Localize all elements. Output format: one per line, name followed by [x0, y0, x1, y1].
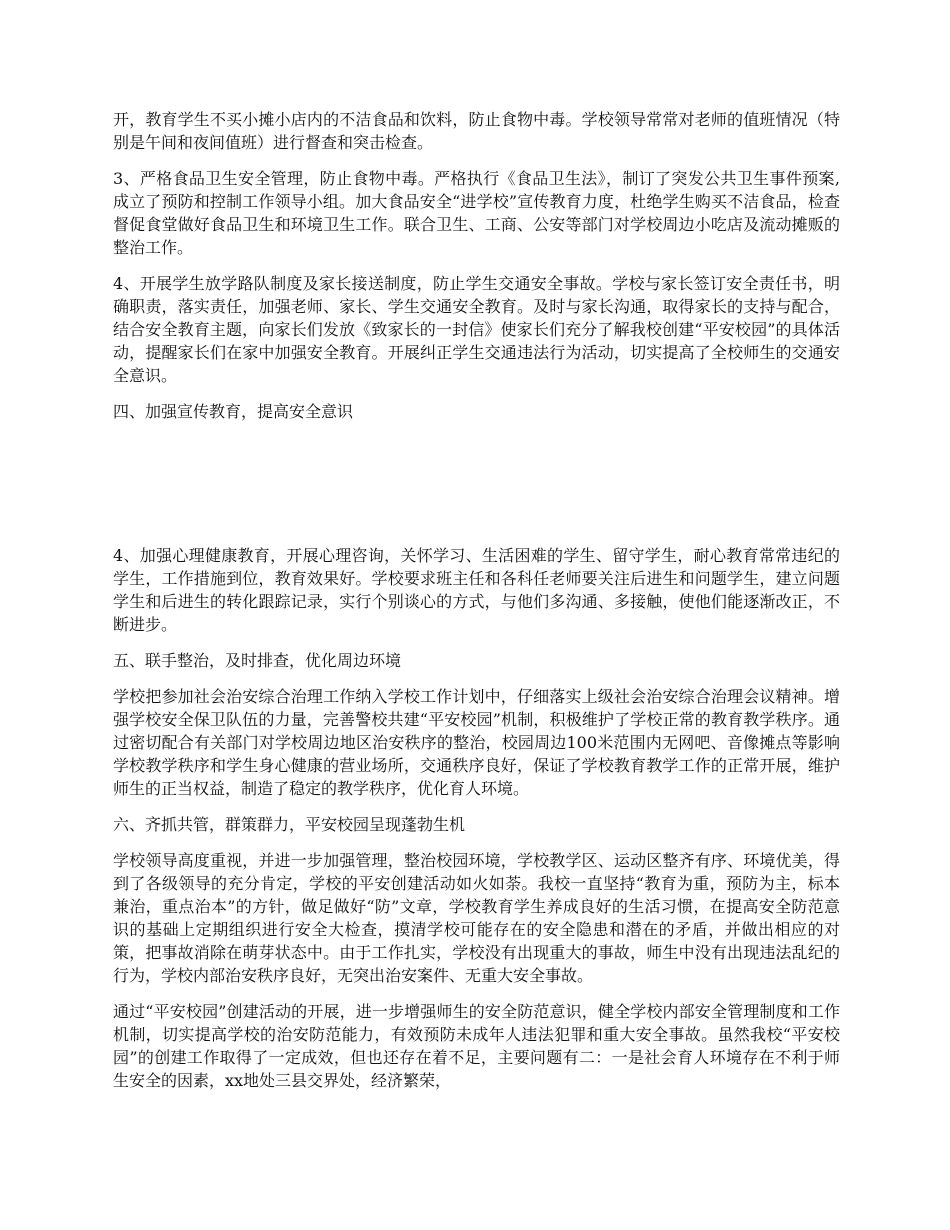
paragraph-summary: 通过“平安校园”创建活动的开展，进一步增强师生的安全防范意识，健全学校内部安全管理制度和工作机制，切实提高学校的治安防范能力，有效预防未成年人违法犯罪和重大安全事故。虽然我校“平安校园”的创建工作取得了一定成效，但也还存在着不足，主要问题有二：一是社会育人环境存在不利于师生安全的因素，xx地处三县交界处，经济繁荣， [113, 1002, 840, 1090]
paragraph-mental-health: 4、加强心理健康教育，开展心理咨询，关怀学习、生活困难的学生、留守学生，耐心教育常常违纪的学生，工作措施到位，教育效果好。学校要求班主任和各科任老师要关注后进生和问题学生，建立问题学生和后进生的转化跟踪记录，实行个别谈心的方式，与他们多沟通、多接触，使他们能逐渐改正，不断进步。 [113, 546, 840, 634]
blank-gap [113, 436, 840, 544]
paragraph-public-security: 学校把参加社会治安综合治理工作纳入学校工作计划中，仔细落实上级社会治安综合治理会议精神。增强学校安全保卫队伍的力量，完善警校共建“平安校园”机制，积极维护了学校正常的教育教学秩序。通过密切配合有关部门对学校周边地区治安秩序的整治，校园周边100米范围内无网吧、音像摊点等影响学校教学秩序和学生身心健康的营业场所，交通秩序良好，保证了学校教育教学工作的正常开展，维护师生的正当权益，制造了稳定的教学秩序，优化育人环境。 [113, 687, 840, 798]
paragraph-traffic-safety: 4、开展学生放学路队制度及家长接送制度，防止学生交通安全事故。学校与家长签订安全责任书，明确职责，落实责任，加强老师、家长、学生交通安全教育。及时与家长沟通，取得家长的支持与配合，结合安全教育主题，向家长们发放《致家长的一封信》使家长们充分了解我校创建“平安校园”的具体活动，提醒家长们在家中加强安全教育。开展纠正学生交通违法行为活动，切实提高了全校师生的交通安全意识。 [113, 274, 840, 385]
section-heading-4: 四、加强宣传教育，提高安全意识 [113, 402, 354, 421]
section-heading-5: 五、联手整治，及时排查，优化周边环境 [113, 651, 402, 670]
paragraph-food-safety: 3、严格食品卫生安全管理，防止食物中毒。严格执行《食品卫生法》，制订了突发公共卫生事件预案,成立了预防和控制工作领导小组。加大食品安全“进学校”宣传教育力度，杜绝学生购买不洁食品，检查督促食堂做好食品卫生和环境卫生工作。联合卫生、工商、公安等部门对学校周边小吃店及流动摊贩的整治工作。 [113, 169, 840, 257]
paragraph-duty-inspection: 开，教育学生不买小摊小店内的不洁食品和饮料，防止食物中毒。学校领导常常对老师的值班情况（特别是午间和夜间值班）进行督查和突击检查。 [113, 110, 840, 152]
section-heading-6: 六、齐抓共管，群策群力，平安校园呈现蓬勃生机 [113, 815, 466, 834]
paragraph-management: 学校领导高度重视，并进一步加强管理，整治校园环境，学校教学区、运动区整齐有序、环境优美，得到了各级领导的充分肯定，学校的平安创建活动如火如荼。我校一直坚持“教育为重，预防为主，标本兼治，重点治本”的方针，做足做好“防”文章，学校教育学生养成良好的生活习惯，在提高安全防范意识的基础上定期组织进行安全大检查，摸清学校可能存在的安全隐患和潜在的矛盾，并做出相应的对策，把事故消除在萌芽状态中。由于工作扎实，学校没有出现重大的事故，师生中没有出现违法乱纪的行为，学校内部治安秩序良好，无突出治安案件、无重大安全事故。 [113, 851, 840, 985]
